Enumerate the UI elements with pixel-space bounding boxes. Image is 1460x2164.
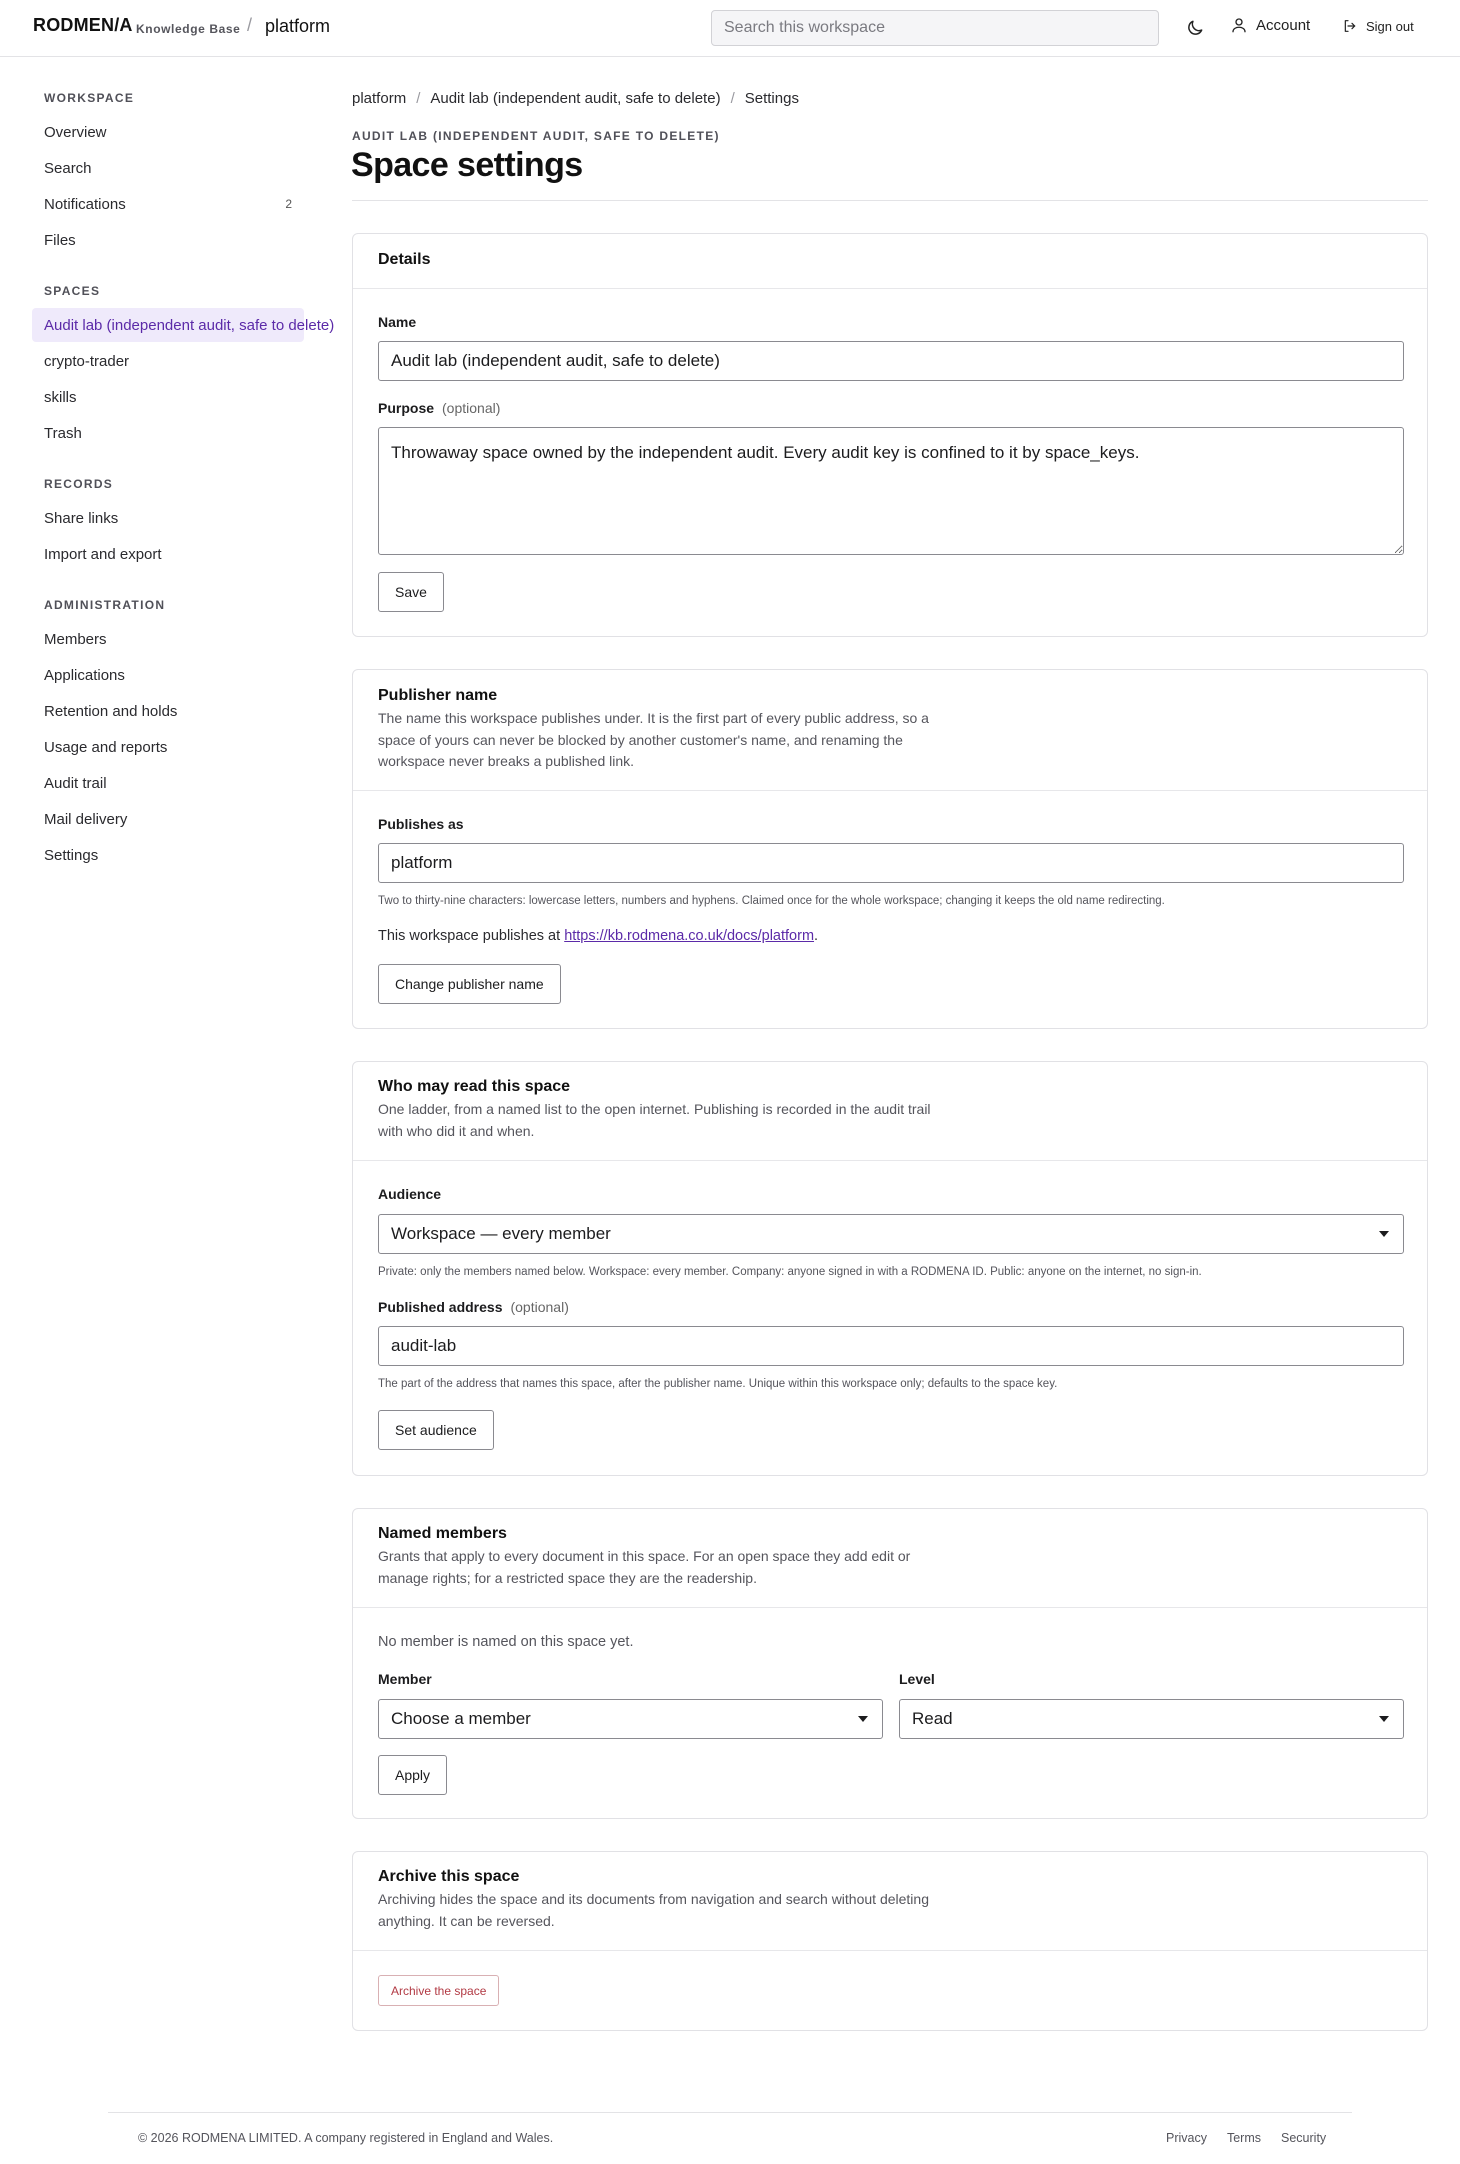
audience-hint: Private: only the members named below. Workspace: every member. Company: anyone signed in with a RODMENA ID. Public: anyone on the internet, no sign-in. bbox=[378, 1266, 1202, 1278]
footer-links bbox=[1166, 2131, 1326, 2145]
sidebar-item-label: Share links bbox=[44, 509, 119, 527]
member-select[interactable] bbox=[378, 1699, 883, 1739]
name-input[interactable] bbox=[378, 341, 1404, 381]
sidebar-item-label: Notifications bbox=[44, 195, 126, 213]
members-description: Grants that apply to every document in this space. For an open space they add edit or manage rights; for a restricted space they are the readership. bbox=[378, 1548, 911, 1586]
breadcrumb-current: Settings bbox=[744, 90, 799, 107]
published-address-input[interactable] bbox=[378, 1326, 1404, 1366]
sidebar-item-trash[interactable] bbox=[32, 416, 304, 450]
sidebar-item-label: crypto-trader bbox=[44, 352, 130, 370]
footer-link-privacy[interactable]: Privacy bbox=[1166, 2131, 1207, 2145]
sidebar-item-label: Usage and reports bbox=[44, 738, 168, 756]
member-selected-value: Choose a member bbox=[391, 1709, 531, 1728]
breadcrumb bbox=[352, 90, 799, 107]
purpose-label: Purpose (optional) bbox=[378, 400, 501, 416]
level-label: Level bbox=[899, 1671, 935, 1687]
apply-button[interactable]: Apply bbox=[378, 1755, 447, 1795]
details-card bbox=[352, 233, 1428, 637]
sidebar-item-label: Mail delivery bbox=[44, 810, 128, 828]
audience-label: Audience bbox=[378, 1186, 442, 1202]
audience-card bbox=[352, 1061, 1428, 1476]
sidebar-item-skills[interactable] bbox=[32, 380, 304, 414]
sidebar-section-administration: ADMINISTRATION bbox=[44, 598, 166, 612]
sidebar-item-audit-trail[interactable] bbox=[32, 766, 304, 800]
purpose-textarea[interactable] bbox=[378, 427, 1404, 555]
account-button[interactable] bbox=[1230, 16, 1310, 34]
sidebar-item-label: Retention and holds bbox=[44, 702, 178, 720]
archive-title: Archive this space bbox=[378, 1868, 520, 1885]
footer-divider bbox=[108, 2112, 1352, 2113]
audience-select[interactable] bbox=[378, 1214, 1404, 1254]
sidebar-item-label: Search bbox=[44, 159, 92, 177]
members-card bbox=[352, 1508, 1428, 1819]
sidebar-item-label: Import and export bbox=[44, 545, 162, 563]
page-title: Space settings bbox=[351, 146, 583, 184]
sidebar-item-settings[interactable] bbox=[32, 838, 304, 872]
address-hint: The part of the address that names this space, after the publisher name. Unique within this workspace only; defaults to the space key. bbox=[378, 1378, 1058, 1390]
sidebar-item-label: Trash bbox=[44, 424, 82, 442]
audience-selected-value: Workspace — every member bbox=[391, 1224, 611, 1243]
publishes-at-text: This workspace publishes at https://kb.rodmena.co.uk/docs/platform. bbox=[378, 928, 819, 944]
footer-link-terms[interactable]: Terms bbox=[1226, 2131, 1262, 2145]
archive-space-button[interactable]: Archive the space bbox=[378, 1975, 499, 2006]
archive-card-header bbox=[353, 1852, 1427, 1951]
sidebar-item-label: Members bbox=[44, 630, 107, 648]
publisher-description: The name this workspace publishes under. It is the first part of every public address, so a space of yours can never be blocked by another customer's name, and renaming the workspace never breaks a published link. bbox=[378, 710, 929, 769]
breadcrumb-platform[interactable]: platform bbox=[352, 90, 407, 107]
sidebar-section-workspace: WORKSPACE bbox=[44, 91, 135, 105]
sidebar-item-audit-lab[interactable] bbox=[32, 308, 335, 342]
sidebar-item-applications[interactable] bbox=[32, 658, 304, 692]
audience-description: One ladder, from a named list to the open internet. Publishing is recorded in the audit trail with who did it and when. bbox=[378, 1101, 931, 1139]
sign-out-label: Sign out bbox=[1366, 18, 1414, 34]
publishes-as-hint: Two to thirty-nine characters: lowercase letters, numbers and hyphens. Claimed once for the whole workspace; changing it keeps the old name redirecting. bbox=[378, 895, 1165, 907]
publisher-card-header bbox=[353, 670, 1427, 791]
sidebar-item-files[interactable] bbox=[32, 223, 304, 257]
title-divider bbox=[352, 200, 1428, 201]
level-select[interactable] bbox=[899, 1699, 1404, 1739]
sidebar-item-label: Files bbox=[44, 231, 76, 249]
sidebar-item-label: Audit trail bbox=[44, 774, 107, 792]
sidebar-item-label: skills bbox=[44, 388, 77, 406]
publishes-as-label: Publishes as bbox=[378, 816, 464, 832]
sidebar-item-label: Overview bbox=[44, 123, 107, 141]
sidebar-item-import-export[interactable] bbox=[32, 537, 304, 571]
address-label: Published address (optional) bbox=[378, 1299, 569, 1315]
audience-card-header bbox=[353, 1062, 1427, 1161]
members-card-header bbox=[353, 1509, 1427, 1608]
archive-description: Archiving hides the space and its documents from navigation and search without deleting anything. It can be reversed. bbox=[378, 1891, 929, 1929]
set-audience-button[interactable]: Set audience bbox=[378, 1410, 494, 1450]
name-label: Name bbox=[378, 314, 417, 330]
footer-link-security[interactable]: Security bbox=[1281, 2131, 1327, 2145]
sidebar-item-members[interactable] bbox=[32, 622, 304, 656]
sidebar-item-overview[interactable] bbox=[32, 115, 304, 149]
publisher-card bbox=[352, 669, 1428, 1029]
theme-toggle-button[interactable] bbox=[1182, 15, 1208, 41]
member-label: Member bbox=[378, 1671, 432, 1687]
level-selected-value: Read bbox=[912, 1709, 953, 1728]
sidebar-item-label: Settings bbox=[44, 846, 99, 864]
chevron-down-icon bbox=[1379, 1231, 1389, 1237]
breadcrumb-separator: / bbox=[416, 90, 421, 107]
breadcrumb-separator: / bbox=[730, 90, 735, 107]
brand-logo[interactable]: RODMEN/A bbox=[33, 15, 133, 35]
sign-out-button[interactable] bbox=[1342, 18, 1414, 34]
change-publisher-button[interactable]: Change publisher name bbox=[378, 964, 561, 1004]
user-icon bbox=[1230, 16, 1248, 34]
archive-card bbox=[352, 1851, 1428, 2031]
workspace-name[interactable]: platform bbox=[265, 16, 331, 36]
sidebar-item-usage[interactable] bbox=[32, 730, 304, 764]
details-card-header bbox=[353, 234, 1427, 289]
sidebar-item-search[interactable] bbox=[32, 151, 304, 185]
top-bar bbox=[0, 0, 1460, 57]
brand-subtitle: Knowledge Base bbox=[136, 22, 241, 36]
sidebar-item-label: Applications bbox=[44, 666, 125, 684]
optional-hint: (optional) bbox=[510, 1299, 569, 1315]
sidebar-item-crypto-trader[interactable] bbox=[32, 344, 304, 378]
footer-copyright: © 2026 RODMENA LIMITED. A company registered in England and Wales. bbox=[138, 2131, 554, 2145]
save-button[interactable]: Save bbox=[378, 572, 444, 612]
page-eyebrow: AUDIT LAB (INDEPENDENT AUDIT, SAFE TO DELETE) bbox=[352, 129, 720, 143]
sidebar-item-label: Audit lab (independent audit, safe to delete) bbox=[44, 316, 335, 334]
brand-separator: / bbox=[247, 15, 253, 35]
account-label: Account bbox=[1256, 16, 1311, 34]
publish-url-link[interactable]: https://kb.rodmena.co.uk/docs/platform bbox=[564, 928, 815, 944]
search-input[interactable] bbox=[711, 10, 1159, 46]
sidebar-item-share-links[interactable] bbox=[32, 501, 304, 535]
sidebar-item-mail-delivery[interactable] bbox=[32, 802, 304, 836]
sidebar-section-spaces: SPACES bbox=[44, 284, 101, 298]
chevron-down-icon bbox=[1379, 1716, 1389, 1722]
sign-out-icon bbox=[1342, 18, 1358, 34]
members-empty-text: No member is named on this space yet. bbox=[378, 1634, 634, 1650]
details-title: Details bbox=[378, 251, 431, 268]
sidebar-section-records: RECORDS bbox=[44, 477, 114, 491]
chevron-down-icon bbox=[858, 1716, 868, 1722]
notification-count-badge: 2 bbox=[285, 197, 292, 211]
members-title: Named members bbox=[378, 1525, 507, 1542]
moon-icon bbox=[1185, 18, 1205, 38]
sidebar-item-notifications[interactable] bbox=[32, 187, 304, 221]
sidebar-item-retention[interactable] bbox=[32, 694, 304, 728]
audience-title: Who may read this space bbox=[378, 1078, 571, 1095]
publisher-title: Publisher name bbox=[378, 687, 498, 704]
breadcrumb-space[interactable]: Audit lab (independent audit, safe to delete) bbox=[430, 90, 721, 107]
publishes-as-input[interactable] bbox=[378, 843, 1404, 883]
optional-hint: (optional) bbox=[442, 400, 501, 416]
